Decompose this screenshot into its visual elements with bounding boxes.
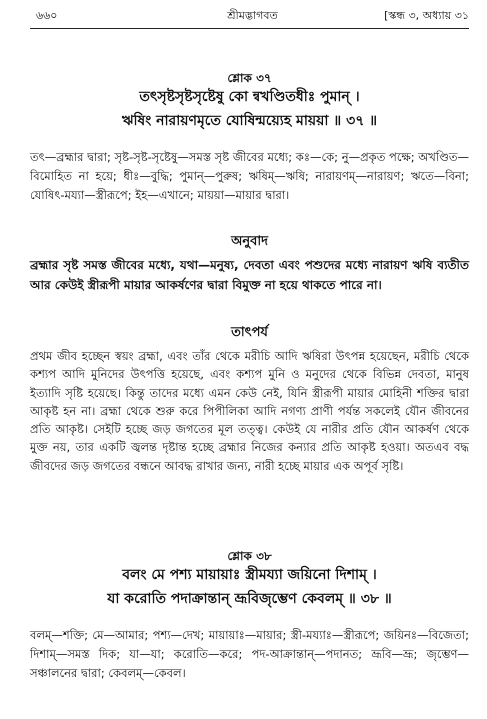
header-rule xyxy=(30,28,469,29)
verse-37-line-2: ঋষিং নারায়ণমৃতে যোষিন্ময়্যেহ মায়য়া ॥ ৩৭ ॥ xyxy=(121,113,378,129)
verse-37-translation: ব্রহ্মার সৃষ্ট সমস্ত জীবের মধ্যে, যথা—মনুষ্য, দেবতা এবং পশুদের মধ্যে নারায়ণ ঋষি ব্যতীত আর কেউই স্ত্রীরূপী মায়ার আকর্ষণের দ্বারা বিমুক্ত না হয়ে থাকতে পারে না। xyxy=(30,258,469,292)
chapter-reference: [স্কন্ধ ৩, অধ্যায় ৩১ xyxy=(384,9,469,22)
verse-38-line-1: বলং মে পশ্য মায়ায়াঃ স্ত্রীময্যা জয়িনো দিশাম্ । xyxy=(122,567,377,583)
verse-38-line-2: যা করোতি পদাক্রান্তান্ ভ্রূবিজৃম্ভেণ কেবলম্ ॥ ৩৮ ॥ xyxy=(107,591,392,607)
verse-38-word-meanings: বলম্—শক্তি; মে—আমার; পশ্য—দেখ; মায়ায়াঃ—মায়ার; স্ত্রী-ময্যাঃ—স্ত্রীরূপে; জয়িনঃ—বিজেতা; দিশাম্—সমস্ত দিক; যা—যা; করোতি—করে; পদ-আক্রান্তান্—পদানত; ভ্রূবি—ভ্রূ; জৃম্ভেণ—সঞ্চালনের দ্বারা; কেবলম্—কেবল। xyxy=(30,628,469,680)
page-header xyxy=(36,8,469,24)
page-number: ৬৬০ xyxy=(36,9,58,22)
verse-37-word-meanings: তৎ—ব্রহ্মার দ্বারা; সৃষ্ট-সৃষ্ট-সৃষ্টেষু—সমস্ত সৃষ্ট জীবের মধ্যে; কঃ—কে; নু—প্রকৃত পক্ষে; অখণ্ডিত—বিমোহিত না হয়ে; ধীঃ—বুদ্ধি; পুমান্—পুরুষ; ঋষিম্—ঋষি; নারায়ণম্—নারায়ণ; ঋতে—বিনা; যোষিৎ-ময্যা—স্ত্রীরূপে; ইহ—এখানে; মায়য়া—মায়ার দ্বারা। xyxy=(30,150,469,202)
verse-37-heading: শ্লোক ৩৭ xyxy=(227,71,272,85)
translation-heading: অনুবাদ xyxy=(231,234,268,249)
purport-heading: তাৎপর্য xyxy=(231,325,268,340)
verse-38-heading: শ্লোক ৩৮ xyxy=(227,549,272,563)
verse-37-line-1: তৎসৃষ্টসৃষ্টসৃষ্টেষু কো ন্বখণ্ডিতধীঃ পুমান্ । xyxy=(139,89,360,105)
book-title: শ্রীমদ্ভাগবত xyxy=(227,9,278,22)
verse-37-purport: প্রথম জীব হচ্ছেন স্বয়ং ব্রহ্মা, এবং তাঁর থেকে মরীচি আদি ঋষিরা উৎপন্ন হয়েছেন, মরীচি থেকে কশ্যপ আদি মুনিদের উৎপত্তি হয়েছে, এবং কশ্যপ মুনি ও মনুদের থেকে বিভিন্ন দেবতা, মানুষ ইত্যাদি সৃষ্টি হয়েছে। কিন্তু তাদের মধ্যে এমন কেউ নেই, যিনি স্ত্রীরূপী মায়ার মোহিনী শক্তির দ্বারা আকৃষ্ট হন না। ব্রহ্মা থেকে শুরু করে পিপীলিকা আদি নগণ্য প্রাণী পর্যন্ত সকলেই যৌন জীবনের প্রতি আকৃষ্ট। সেইটি হচ্ছে জড় জগতের মূল তত্ত্ব। কেউই যে নারীর প্রতি যৌন আকর্ষণ থেকে মুক্ত নয়, তার একটি জ্বলন্ত দৃষ্টান্ত হচ্ছে ব্রহ্মার নিজের কন্যার প্রতি আকৃষ্ট হওয়া। অতএব বদ্ধ জীবদের জড় জগতের বন্ধনে আবদ্ধ রাখার জন্য, নারী হচ্ছে মায়ার এক অপূর্ব সৃষ্টি। xyxy=(30,349,469,473)
